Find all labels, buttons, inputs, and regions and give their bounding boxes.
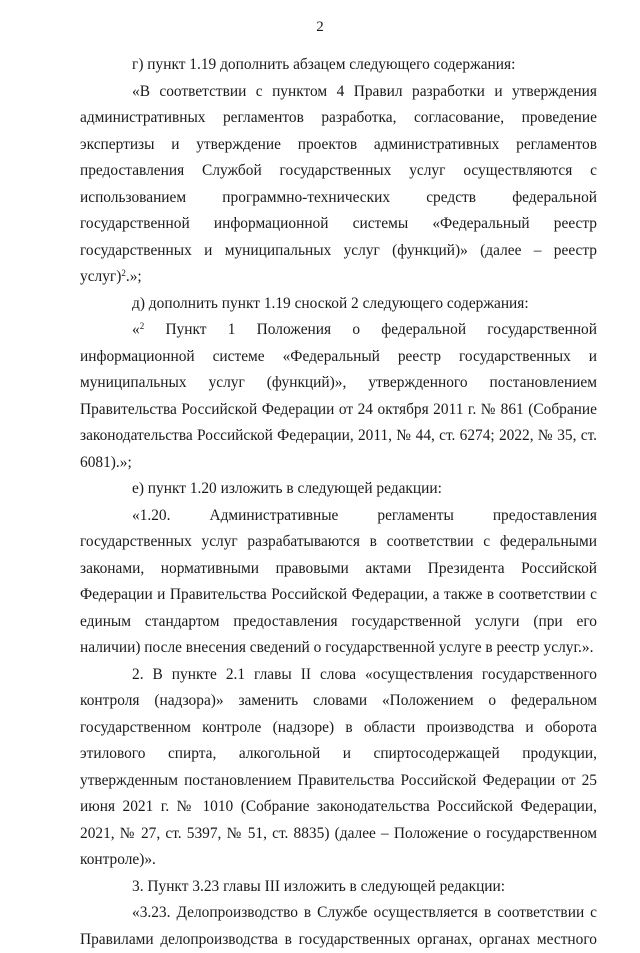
paragraph-item-g: г) пункт 1.19 дополнить абзацем следующего содержания: [132, 56, 516, 73]
paragraph-quote-1-20: «1.20. Административные регламенты предоставления государственных услуг разрабатываются в соответствии с федеральными законами, нормативными правовыми актами Президента Российской Федерации и Правительства Российской Федерации, а также в соответствии с единым стандартом предоставления государственной услуги (при его наличии) после внесения сведений о государственной услуге в реестр услуг.». [80, 506, 597, 656]
quote-1-19-end: .»; [125, 268, 142, 285]
paragraph-item-e: е) пункт 1.20 изложить в следующей редакции: [132, 480, 442, 497]
footnote-mark: 2 [121, 268, 126, 278]
paragraph-point-2: 2. В пункте 2.1 главы II слова «осуществления государственного контроля (надзора)» заменить словами «Положением о федеральном государственном контроле (надзоре) в области производства и оборота этилового спирта, алкогольной и спиртосодержащей продукции, утвержденным постановлением Правительства Российской Федерации от 25 июня 2021 г. № 1010 (Собрание законодательства Российской Федерации, 2021, № 27, ст. 5397, № 51, ст. 8835) (далее – Положение о государственном контроле)». [80, 665, 597, 868]
paragraph-quote-3-23: «3.23. Делопроизводство в Службе осуществляется в соответствии с Правилами делопроизводства в государственных органах, органах местного [80, 904, 597, 948]
footnote-mark: 2 [139, 321, 145, 331]
footnote-open-quote: « [132, 321, 140, 338]
paragraph-quote-1-19 [80, 79, 597, 291]
quote-1-19-text: «В соответствии с пунктом 4 Правил разработки и утверждения административных регламентов разработка, согласование, проведение экспертизы и утверждение проектов административных регламентов предоставления Службой государственных услуг осуществляются с использованием программно-технических средств федеральной государственной информационной системы «Федеральный реестр государственных и муниципальных услуг (функций)» (далее – реестр услуг) [80, 82, 597, 285]
paragraph-footnote-text [80, 317, 597, 476]
paragraph-point-3: 3. Пункт 3.23 главы III изложить в следующей редакции: [132, 877, 506, 895]
page-number: 2 [316, 19, 324, 35]
footnote-body: Пункт 1 Положения о федеральной государственной информационной системе «Федеральный реестр государственных и муниципальных услуг (функций)», утвержденного постановлением Правительства Российской Федерации от 24 октября 2011 г. № 861 (Собрание законодательства Российской Федерации, 2011, № 44, ст. 6274; 2022, № 35, ст. 6081).»; [80, 321, 597, 471]
document-body [80, 52, 597, 953]
paragraph-item-d: д) дополнить пункт 1.19 сноской 2 следующего содержания: [132, 294, 529, 312]
